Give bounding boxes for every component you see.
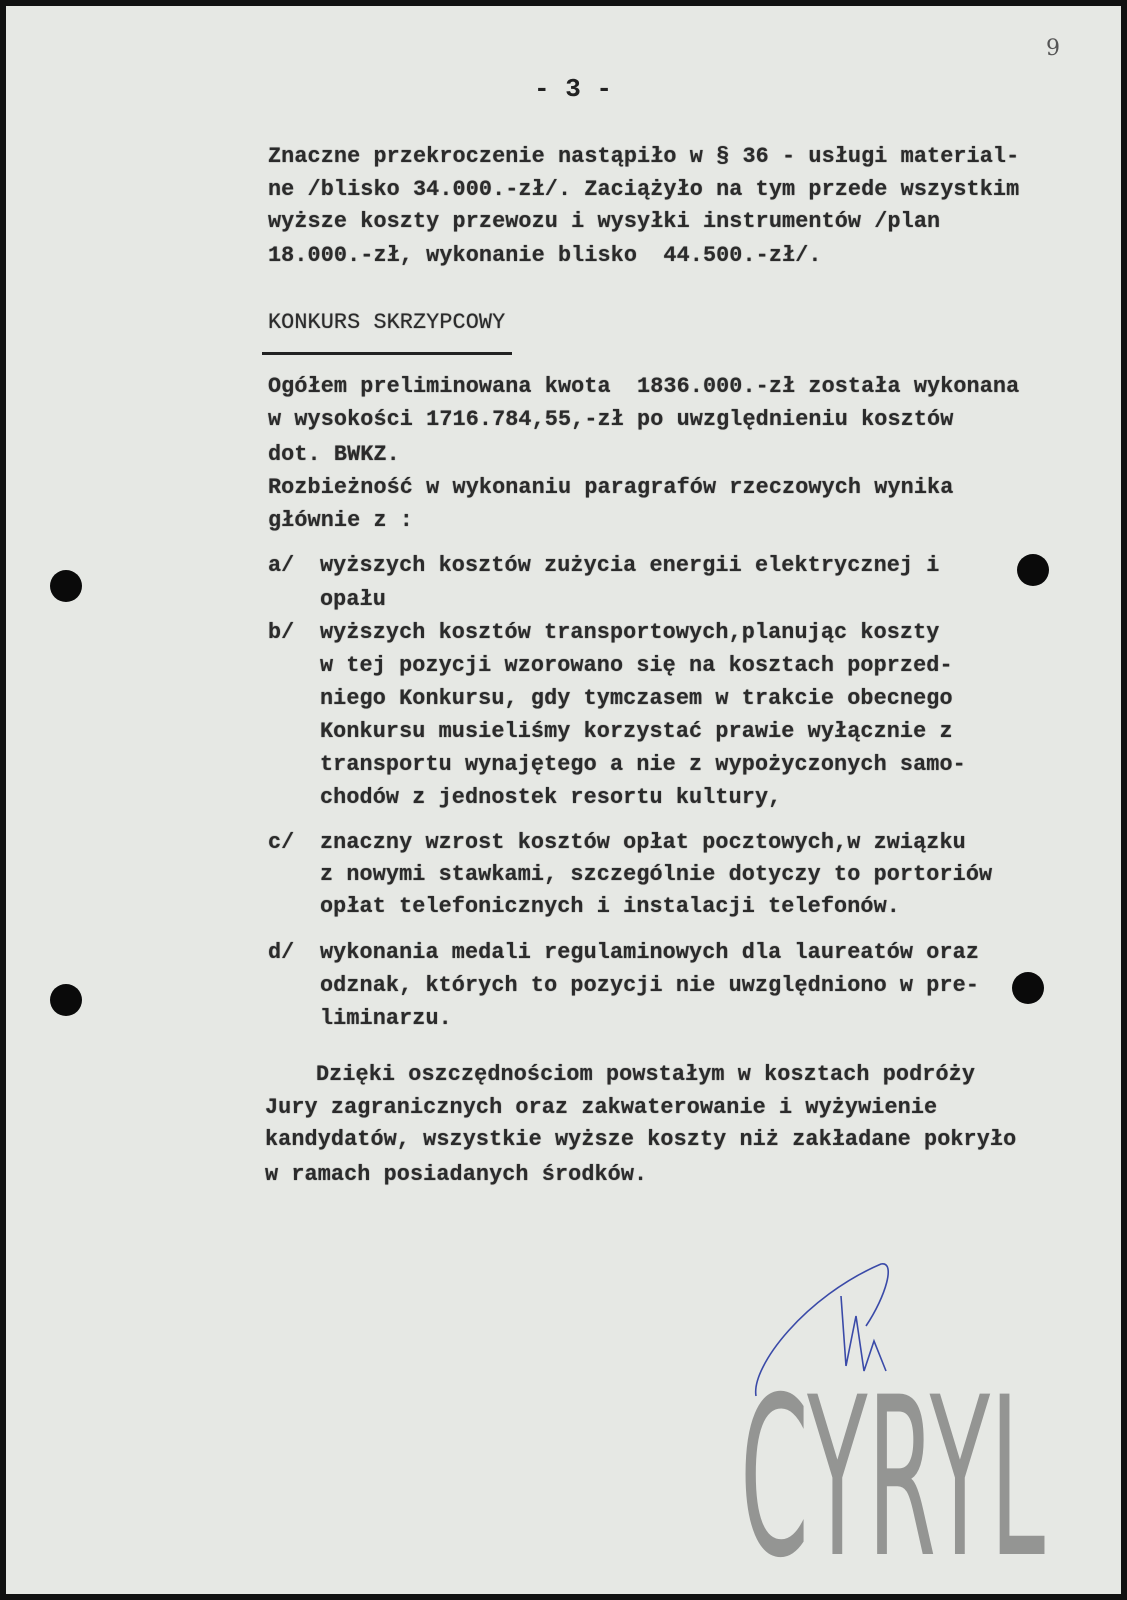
list-line: z nowymi stawkami, szczególnie dotyczy to portoriów [320, 862, 993, 887]
p3-line: w ramach posiadanych środków. [265, 1162, 648, 1187]
p1-line: wyższe koszty przewozu i wysyłki instrumentów /plan [268, 209, 941, 234]
list-line: niego Konkursu, gdy tymczasem w trakcie obecnego [320, 686, 953, 711]
p1-line: Znaczne przekroczenie nastąpiło w § 36 - usługi material- [268, 144, 1020, 169]
list-label: d/ [268, 940, 295, 965]
heading-underline [262, 352, 512, 355]
punch-hole [1012, 972, 1044, 1004]
watermark-text: CYRYL [740, 1376, 1045, 1566]
list-line: wykonania medali regulaminowych dla laureatów oraz [320, 940, 980, 965]
list-label: b/ [268, 620, 295, 645]
section-heading: KONKURS SKRZYPCOWY [268, 310, 506, 335]
p2-line: w wysokości 1716.784,55,-zł po uwzględnieniu kosztów [268, 407, 954, 432]
punch-hole [1017, 554, 1049, 586]
p1-line: ne /blisko 34.000.-zł/. Zaciążyło na tym przede wszystkim [268, 177, 1020, 202]
p3-line: Dzięki oszczędnościom powstałym w kosztach podróży [316, 1062, 976, 1087]
p2-line: głównie z : [268, 508, 413, 533]
p2-line: Ogółem preliminowana kwota 1836.000.-zł została wykonana [268, 374, 1020, 399]
list-line: znaczny wzrost kosztów opłat pocztowych,w związku [320, 830, 966, 855]
list-line: wyższych kosztów zużycia energii elektrycznej i [320, 553, 940, 578]
p3-line: kandydatów, wszystkie wyższe koszty niż zakładane pokryło [265, 1127, 1017, 1152]
list-line: liminarzu. [320, 1006, 452, 1031]
list-label: a/ [268, 553, 295, 578]
list-line: opłat telefonicznych i instalacji telefonów. [320, 894, 900, 919]
list-line: odznak, których to pozycji nie uwzględniono w pre- [320, 973, 980, 998]
archive-number: 9 [1046, 36, 1060, 61]
list-label: c/ [268, 830, 295, 855]
punch-hole [50, 570, 82, 602]
list-line: chodów z jednostek resortu kultury, [320, 785, 782, 810]
punch-hole [50, 984, 82, 1016]
p3-line: Jury zagranicznych oraz zakwaterowanie i wyżywienie [265, 1095, 938, 1120]
p2-line: dot. BWKZ. [268, 442, 400, 467]
p1-line: 18.000.-zł, wykonanie blisko 44.500.-zł/. [268, 243, 822, 268]
watermark-logo [740, 1376, 1050, 1566]
document-page [6, 6, 1121, 1594]
page-number: - 3 - [534, 74, 613, 104]
list-line: Konkursu musieliśmy korzystać prawie wyłącznie z [320, 719, 953, 744]
list-line: wyższych kosztów transportowych,planując koszty [320, 620, 940, 645]
list-line: w tej pozycji wzorowano się na kosztach poprzed- [320, 653, 953, 678]
list-line: opału [320, 587, 386, 612]
list-line: transportu wynajętego a nie z wypożyczonych samo- [320, 752, 966, 777]
p2-line: Rozbieżność w wykonaniu paragrafów rzeczowych wynika [268, 475, 954, 500]
